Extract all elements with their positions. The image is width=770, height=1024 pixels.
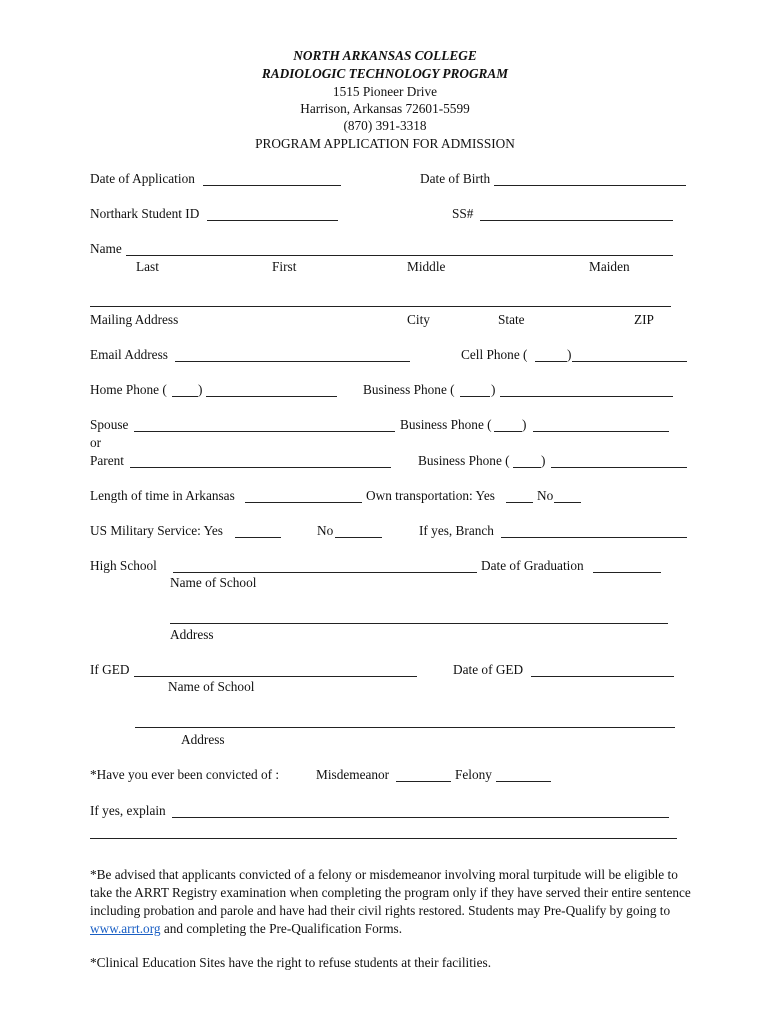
program-name: RADIOLOGIC TECHNOLOGY PROGRAM bbox=[261, 66, 509, 81]
cell-phone-field[interactable] bbox=[572, 361, 687, 362]
student-id-field[interactable] bbox=[207, 220, 338, 221]
name-middle-caption: Middle bbox=[407, 259, 446, 274]
business-phone-field[interactable] bbox=[500, 396, 673, 397]
explain-field-continued[interactable] bbox=[90, 838, 677, 839]
street-address: 1515 Pioneer Drive bbox=[332, 84, 438, 99]
spouse-area-code-field[interactable] bbox=[494, 431, 522, 432]
parent-business-phone-field[interactable] bbox=[551, 467, 687, 468]
ged-date-label: Date of GED bbox=[453, 662, 524, 677]
military-branch-label: If yes, Branch bbox=[419, 523, 494, 538]
graduation-date-field[interactable] bbox=[593, 572, 661, 573]
city-caption: City bbox=[407, 312, 430, 327]
military-no-label: No bbox=[317, 523, 334, 538]
spouse-business-phone-label: Business Phone ( bbox=[400, 417, 492, 432]
home-phone-field[interactable] bbox=[206, 396, 337, 397]
phone-number: (870) 391-3318 bbox=[343, 118, 427, 133]
name-last-caption: Last bbox=[136, 259, 159, 274]
home-area-code-field[interactable] bbox=[172, 396, 198, 397]
city-state-zip: Harrison, Arkansas 72601-5599 bbox=[300, 101, 470, 116]
ged-date-field[interactable] bbox=[531, 676, 674, 677]
advisory-tail: and completing the Pre-Qualification Forms. bbox=[163, 921, 403, 936]
state-caption: State bbox=[498, 312, 525, 327]
spouse-business-phone-field[interactable] bbox=[533, 431, 669, 432]
military-yes-field[interactable] bbox=[235, 537, 281, 538]
transport-yes-field[interactable] bbox=[506, 502, 533, 503]
email-field[interactable] bbox=[175, 361, 410, 362]
name-maiden-caption: Maiden bbox=[589, 259, 630, 274]
mailing-address-field[interactable] bbox=[90, 306, 671, 307]
time-in-arkansas-label: Length of time in Arkansas bbox=[90, 488, 235, 503]
date-of-application-label: Date of Application bbox=[90, 171, 195, 186]
hs-name-of-school-caption: Name of School bbox=[170, 575, 257, 590]
arrt-link[interactable]: www.arrt.org bbox=[90, 921, 161, 936]
form-title: PROGRAM APPLICATION FOR ADMISSION bbox=[255, 136, 515, 151]
cell-area-code-field[interactable] bbox=[535, 361, 567, 362]
date-of-birth-field[interactable] bbox=[494, 185, 686, 186]
or-label: or bbox=[90, 435, 102, 450]
date-of-application-field[interactable] bbox=[203, 185, 341, 186]
college-name: NORTH ARKANSAS COLLEGE bbox=[293, 48, 477, 63]
name-label: Name bbox=[90, 241, 122, 256]
own-transportation-label: Own transportation: Yes bbox=[366, 488, 495, 503]
high-school-name-field[interactable] bbox=[173, 572, 477, 573]
spouse-field[interactable] bbox=[134, 431, 395, 432]
explain-label: If yes, explain bbox=[90, 803, 166, 818]
cell-phone-label: Cell Phone ( bbox=[461, 347, 528, 362]
ged-address-caption: Address bbox=[181, 732, 225, 747]
military-label: US Military Service: Yes bbox=[90, 523, 223, 538]
home-paren-close: ) bbox=[198, 382, 203, 397]
business-area-code-field[interactable] bbox=[460, 396, 490, 397]
misdemeanor-label: Misdemeanor bbox=[316, 767, 390, 782]
felony-label: Felony bbox=[455, 767, 492, 782]
parent-area-code-field[interactable] bbox=[513, 467, 541, 468]
convicted-label: *Have you ever been convicted of : bbox=[90, 767, 280, 782]
mailing-address-caption: Mailing Address bbox=[90, 312, 179, 327]
email-label: Email Address bbox=[90, 347, 168, 362]
explain-field[interactable] bbox=[172, 817, 669, 818]
transport-no-label: No bbox=[537, 488, 554, 503]
parent-label: Parent bbox=[90, 453, 124, 468]
spouse-paren-close: ) bbox=[522, 417, 527, 432]
zip-caption: ZIP bbox=[634, 312, 654, 327]
time-in-arkansas-field[interactable] bbox=[245, 502, 362, 503]
clinical-notice: *Clinical Education Sites have the right to refuse students at their facilities. bbox=[90, 955, 492, 970]
student-id-label: Northark Student ID bbox=[90, 206, 200, 221]
felony-field[interactable] bbox=[496, 781, 551, 782]
cell-paren-close: ) bbox=[567, 347, 572, 362]
ged-school-name-field[interactable] bbox=[134, 676, 417, 677]
military-branch-field[interactable] bbox=[501, 537, 687, 538]
high-school-address-field[interactable] bbox=[170, 623, 668, 624]
advisory-text: *Be advised that applicants convicted of a felony or misdemeanor involving moral turpitude will be eligible to take the ARRT Registry examination when completing the program only if they have served their entire sentence including probation and parole and have had their civil rights restored. Students may Pre-Qualify by going to bbox=[90, 867, 691, 918]
home-phone-label: Home Phone ( bbox=[90, 382, 167, 397]
hs-address-caption: Address bbox=[170, 627, 214, 642]
ged-label: If GED bbox=[90, 662, 130, 677]
transport-no-field[interactable] bbox=[554, 502, 581, 503]
graduation-date-label: Date of Graduation bbox=[481, 558, 584, 573]
military-no-field[interactable] bbox=[335, 537, 382, 538]
business-paren-close: ) bbox=[491, 382, 496, 397]
parent-field[interactable] bbox=[130, 467, 391, 468]
ged-address-field[interactable] bbox=[135, 727, 675, 728]
high-school-label: High School bbox=[90, 558, 157, 573]
business-phone-label: Business Phone ( bbox=[363, 382, 455, 397]
date-of-birth-label: Date of Birth bbox=[420, 171, 491, 186]
advisory-paragraph bbox=[90, 866, 694, 938]
ged-name-of-school-caption: Name of School bbox=[168, 679, 255, 694]
name-field[interactable] bbox=[126, 255, 673, 256]
spouse-label: Spouse bbox=[90, 417, 129, 432]
misdemeanor-field[interactable] bbox=[396, 781, 451, 782]
ssn-label: SS# bbox=[452, 206, 474, 221]
parent-paren-close: ) bbox=[541, 453, 546, 468]
parent-business-phone-label: Business Phone ( bbox=[418, 453, 510, 468]
ssn-field[interactable] bbox=[480, 220, 673, 221]
name-first-caption: First bbox=[272, 259, 297, 274]
